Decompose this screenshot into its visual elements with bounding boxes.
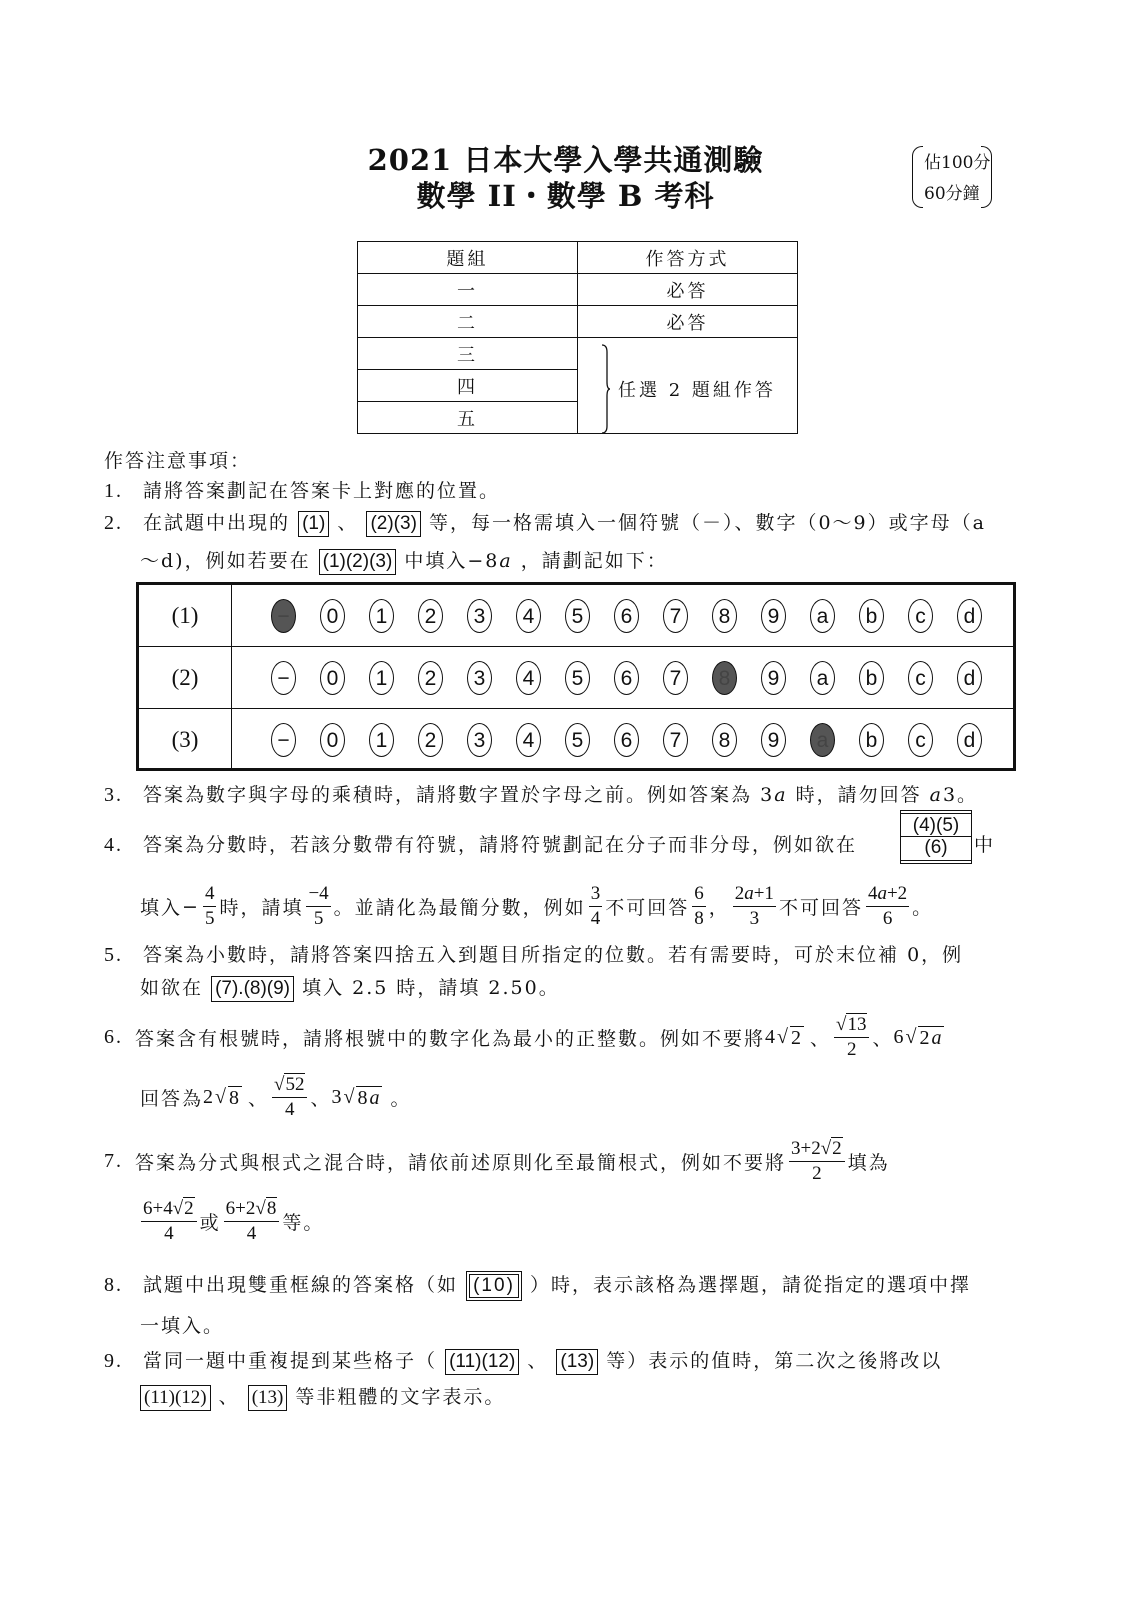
omr-bubble-a: a [810, 599, 835, 633]
omr-bubble-b: b [859, 723, 884, 757]
question-groups-table [357, 241, 798, 434]
table-header-mode: 作答方式 [578, 242, 798, 274]
omr-bubble-a: a [810, 661, 835, 695]
omr-row-label: (1) [139, 585, 232, 646]
fraction: $\frac{4a+2}{6}$ [867, 883, 908, 929]
fraction: $\frac{6+2√8}{4}$ [224, 1198, 280, 1245]
note-6-cont: 回答為 2 √ 8 、 $\frac{√52}{4}$ 、 3 √ 8a 。 [140, 1074, 412, 1120]
note-8: 8. 試題中出現雙重框線的答案格（如 (10) ）時，表示該格為選擇題，請從指定的選項中擇 [104, 1270, 971, 1301]
omr-bubble-3: 3 [467, 599, 492, 633]
omr-bubble-c: c [908, 661, 933, 695]
omr-row [139, 585, 1013, 647]
group-cell: 二 [358, 306, 578, 338]
answer-box: (2)(3) [366, 511, 420, 537]
group-cell: 五 [358, 402, 578, 434]
radical-sign-icon: √ [274, 1074, 285, 1095]
answer-box: (1) [298, 511, 329, 537]
omr-bubble-c: c [908, 599, 933, 633]
omr-bubble-d: d [957, 599, 982, 633]
answer-card-example [136, 582, 1016, 771]
omr-bubble-4: 4 [516, 723, 541, 757]
right-paren [981, 146, 992, 208]
note-7: 7. 答案為分式與根式之混合時，請依前述原則化至最簡根式，例如不要將 $\frac{3+2√2}{2}$ 填為 [104, 1138, 890, 1184]
radical-sign-icon: √ [777, 1026, 790, 1048]
note-9: 9. 當同一題中重複提到某些格子（ (11)(12) 、 (13) 等）表示的值時，第二次之後將改以 [104, 1346, 942, 1375]
omr-bubble-0: 0 [320, 661, 345, 695]
radical-sign-icon: √ [905, 1026, 919, 1048]
group-cell: 一 [358, 274, 578, 306]
note-2-cont: ～d)，例如若要在 (1)(2)(3) 中填入−8a ，請劃記如下： [140, 546, 668, 575]
omr-bubble-8: 8 [712, 661, 737, 695]
omr-bubble-−: − [271, 661, 296, 695]
omr-bubble-4: 4 [516, 661, 541, 695]
time-text: 60分鐘 [924, 184, 980, 204]
radical-sign-icon: √ [343, 1086, 357, 1108]
omr-row [139, 647, 1013, 709]
note-7-cont: $\frac{6+4√2}{4}$ 或 $\frac{6+2√8}{4}$ 等。 [143, 1198, 325, 1244]
omr-bubble-5: 5 [565, 661, 590, 695]
omr-bubble-8: 8 [712, 723, 737, 757]
note-4-end: 中 [974, 834, 996, 856]
score-text: 佔100分 [924, 153, 991, 173]
right-brace-icon [602, 344, 610, 434]
omr-bubble-1: 1 [369, 723, 394, 757]
radical-sign-icon: √ [836, 1014, 847, 1035]
omr-bubble-d: d [957, 723, 982, 757]
answer-box-plain: (13) [248, 1385, 288, 1411]
answer-box: (1)(2)(3) [319, 549, 397, 575]
mode-cell: 必答 [578, 306, 798, 338]
answer-box: (13) [556, 1349, 598, 1375]
omr-bubble-6: 6 [614, 599, 639, 633]
fraction: $\frac{6}{8}$ [694, 883, 704, 929]
omr-bubble-2: 2 [418, 599, 443, 633]
optional-mode-text: 任選 2 題組作答 [618, 380, 776, 401]
fraction: $\frac{6+4√2}{4}$ [141, 1198, 197, 1245]
answer-box-plain: (11)(12) [140, 1385, 211, 1411]
omr-bubble-2: 2 [418, 723, 443, 757]
note-2: 2. 在試題中出現的 (1) 、 (2)(3) 等，每一格需填入一個符號（－）、數字（0～9）或字母（a [104, 508, 986, 537]
exam-title: 2021 日本大學入學共通測驗 [367, 143, 764, 177]
optional-mode-cell [578, 338, 798, 434]
omr-bubble-5: 5 [565, 599, 590, 633]
omr-bubble-8: 8 [712, 599, 737, 633]
fraction: $\frac{√52}{4}$ [272, 1074, 307, 1121]
omr-bubble-9: 9 [761, 723, 786, 757]
note-6: 6. 答案含有根號時，請將根號中的數字化為最小的正整數。例如不要將 4 √ 2 、 $\frac{√13}{2}$ 、 6 √ 2a [104, 1014, 944, 1060]
radical-sign-icon: √ [820, 1138, 832, 1159]
note-4-cont: 填入 − $\frac{4}{5}$ 時，請填 $\frac{-4}{5}$ 。並請化為最簡分數，例如 $\frac{3}{4}$ 不可回答 $\frac{6}{8}$ ， $\frac{2a+1}{3}$ 不可回答 $\frac{4a+2}{6}$ 。 [140, 883, 934, 929]
answer-box: (7).(8)(9) [211, 976, 294, 1002]
omr-bubble-7: 7 [663, 723, 688, 757]
note-5: 5. 答案為小數時，請將答案四捨五入到題目所指定的位數。若有需要時，可於末位補 0，例 [104, 944, 964, 966]
note-3: 3. 答案為數字與字母的乘積時，請將數字置於字母之前。例如答案為 3a 時，請勿回答 a3。 [104, 784, 979, 806]
omr-bubble-a: a [810, 723, 835, 757]
omr-bubble-−: − [271, 723, 296, 757]
omr-bubble-b: b [859, 599, 884, 633]
fraction: $\frac{2a+1}{3}$ [734, 883, 774, 929]
fraction: $\frac{-4}{5}$ [308, 883, 329, 929]
box-denominator: (6) [900, 836, 972, 861]
group-cell: 三 [358, 338, 578, 370]
table-row [358, 274, 798, 306]
omr-bubble-0: 0 [320, 599, 345, 633]
left-paren [912, 146, 923, 208]
omr-bubble-7: 7 [663, 599, 688, 633]
omr-bubble-3: 3 [467, 661, 492, 695]
group-cell: 四 [358, 370, 578, 402]
note-8-cont: 一填入。 [140, 1315, 225, 1337]
box-numerator: (4)(5) [900, 813, 972, 838]
omr-row-label: (3) [139, 709, 232, 770]
exam-subject: 數學 II・數學 B 考科 [416, 179, 715, 213]
fraction-answer-box [900, 810, 972, 864]
answer-box: (11)(12) [445, 1349, 519, 1375]
note-5-cont: 如欲在 (7).(8)(9) 填入 2.5 時，請填 2.50。 [140, 973, 560, 1002]
omr-bubble-b: b [859, 661, 884, 695]
radical-sign-icon: √ [255, 1198, 266, 1219]
table-header-group: 題組 [358, 242, 578, 274]
omr-bubble-−: − [271, 599, 296, 633]
fraction: $\frac{3+2√2}{2}$ [789, 1138, 845, 1185]
note-9-cont: (11)(12) 、 (13) 等非粗體的文字表示。 [140, 1382, 505, 1411]
fraction: $\frac{√13}{2}$ [834, 1014, 869, 1061]
omr-row [139, 709, 1013, 770]
omr-bubble-1: 1 [369, 599, 394, 633]
omr-bubble-1: 1 [369, 661, 394, 695]
note-4: 4. 答案為分數時，若該分數帶有符號，請將符號劃記在分子而非分母，例如欲在 [104, 834, 858, 856]
fraction: $\frac{3}{4}$ [590, 883, 601, 929]
notes-heading: 作答注意事項： [104, 450, 252, 472]
omr-bubble-3: 3 [467, 723, 492, 757]
omr-bubble-9: 9 [761, 661, 786, 695]
omr-row-label: (2) [139, 647, 232, 708]
score-time-note [912, 146, 992, 210]
table-row [358, 306, 798, 338]
table-row [358, 338, 798, 370]
radical-sign-icon: √ [172, 1198, 184, 1219]
mode-cell: 必答 [578, 274, 798, 306]
omr-bubble-0: 0 [320, 723, 345, 757]
omr-bubble-6: 6 [614, 661, 639, 695]
fraction: $\frac{4}{5}$ [204, 883, 215, 929]
omr-bubble-4: 4 [516, 599, 541, 633]
omr-bubble-c: c [908, 723, 933, 757]
omr-bubble-6: 6 [614, 723, 639, 757]
omr-bubble-2: 2 [418, 661, 443, 695]
note-1: 1. 請將答案劃記在答案卡上對應的位置。 [104, 480, 501, 502]
omr-bubble-5: 5 [565, 723, 590, 757]
double-answer-box: (10) [466, 1271, 522, 1301]
omr-bubble-9: 9 [761, 599, 786, 633]
omr-bubble-7: 7 [663, 661, 688, 695]
radical-sign-icon: √ [215, 1086, 228, 1108]
table-header-row [358, 242, 798, 274]
omr-bubble-d: d [957, 661, 982, 695]
